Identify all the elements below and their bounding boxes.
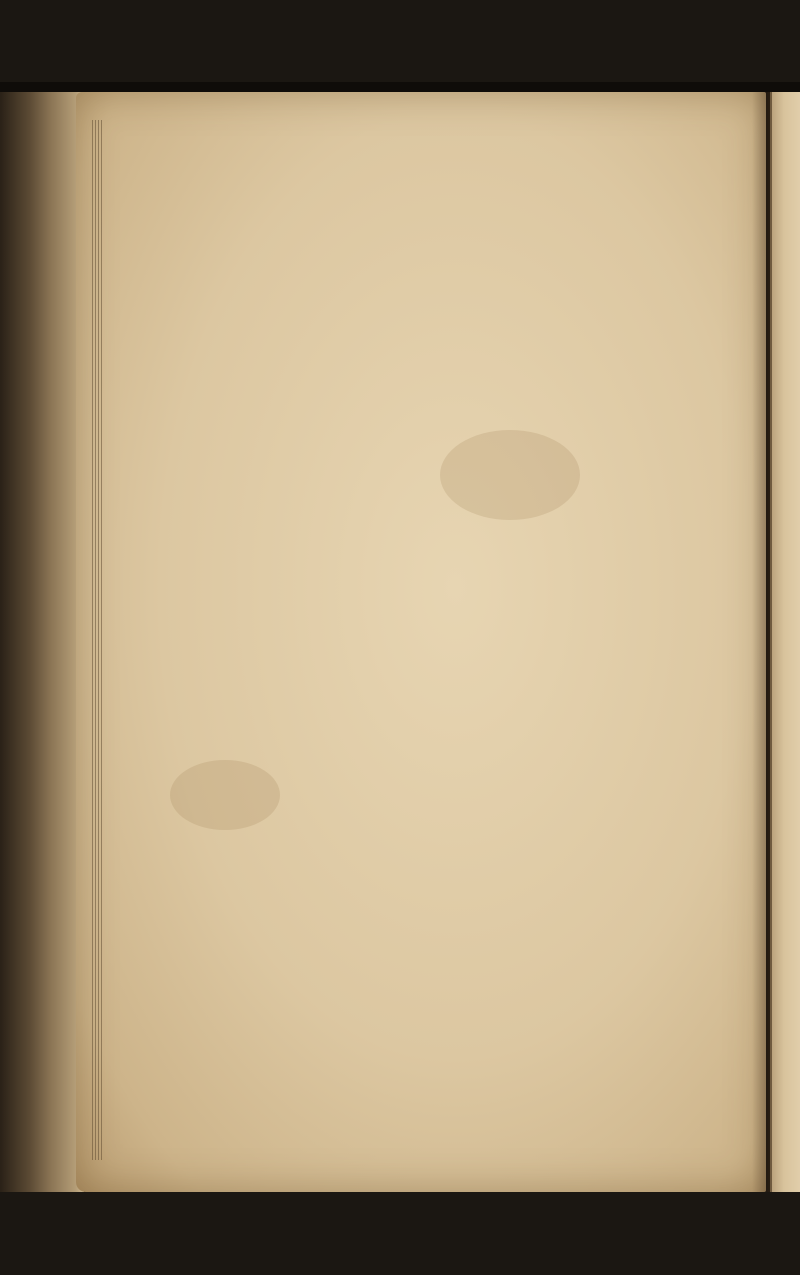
index-entry [230,443,770,479]
index-entry [230,885,770,921]
index-entry [230,665,770,701]
index-entry [248,932,770,968]
background-bottom [0,1192,800,1275]
book-fore-edge [0,92,84,1192]
index-entry [248,1140,770,1176]
index-entry [230,305,770,341]
index-entry [230,618,770,654]
index-entry [230,712,770,748]
facing-page-edge [770,92,800,1192]
index-entry [230,1095,770,1131]
index-entry [230,353,770,387]
paper-stain [170,760,280,830]
page-edges [92,120,102,1160]
